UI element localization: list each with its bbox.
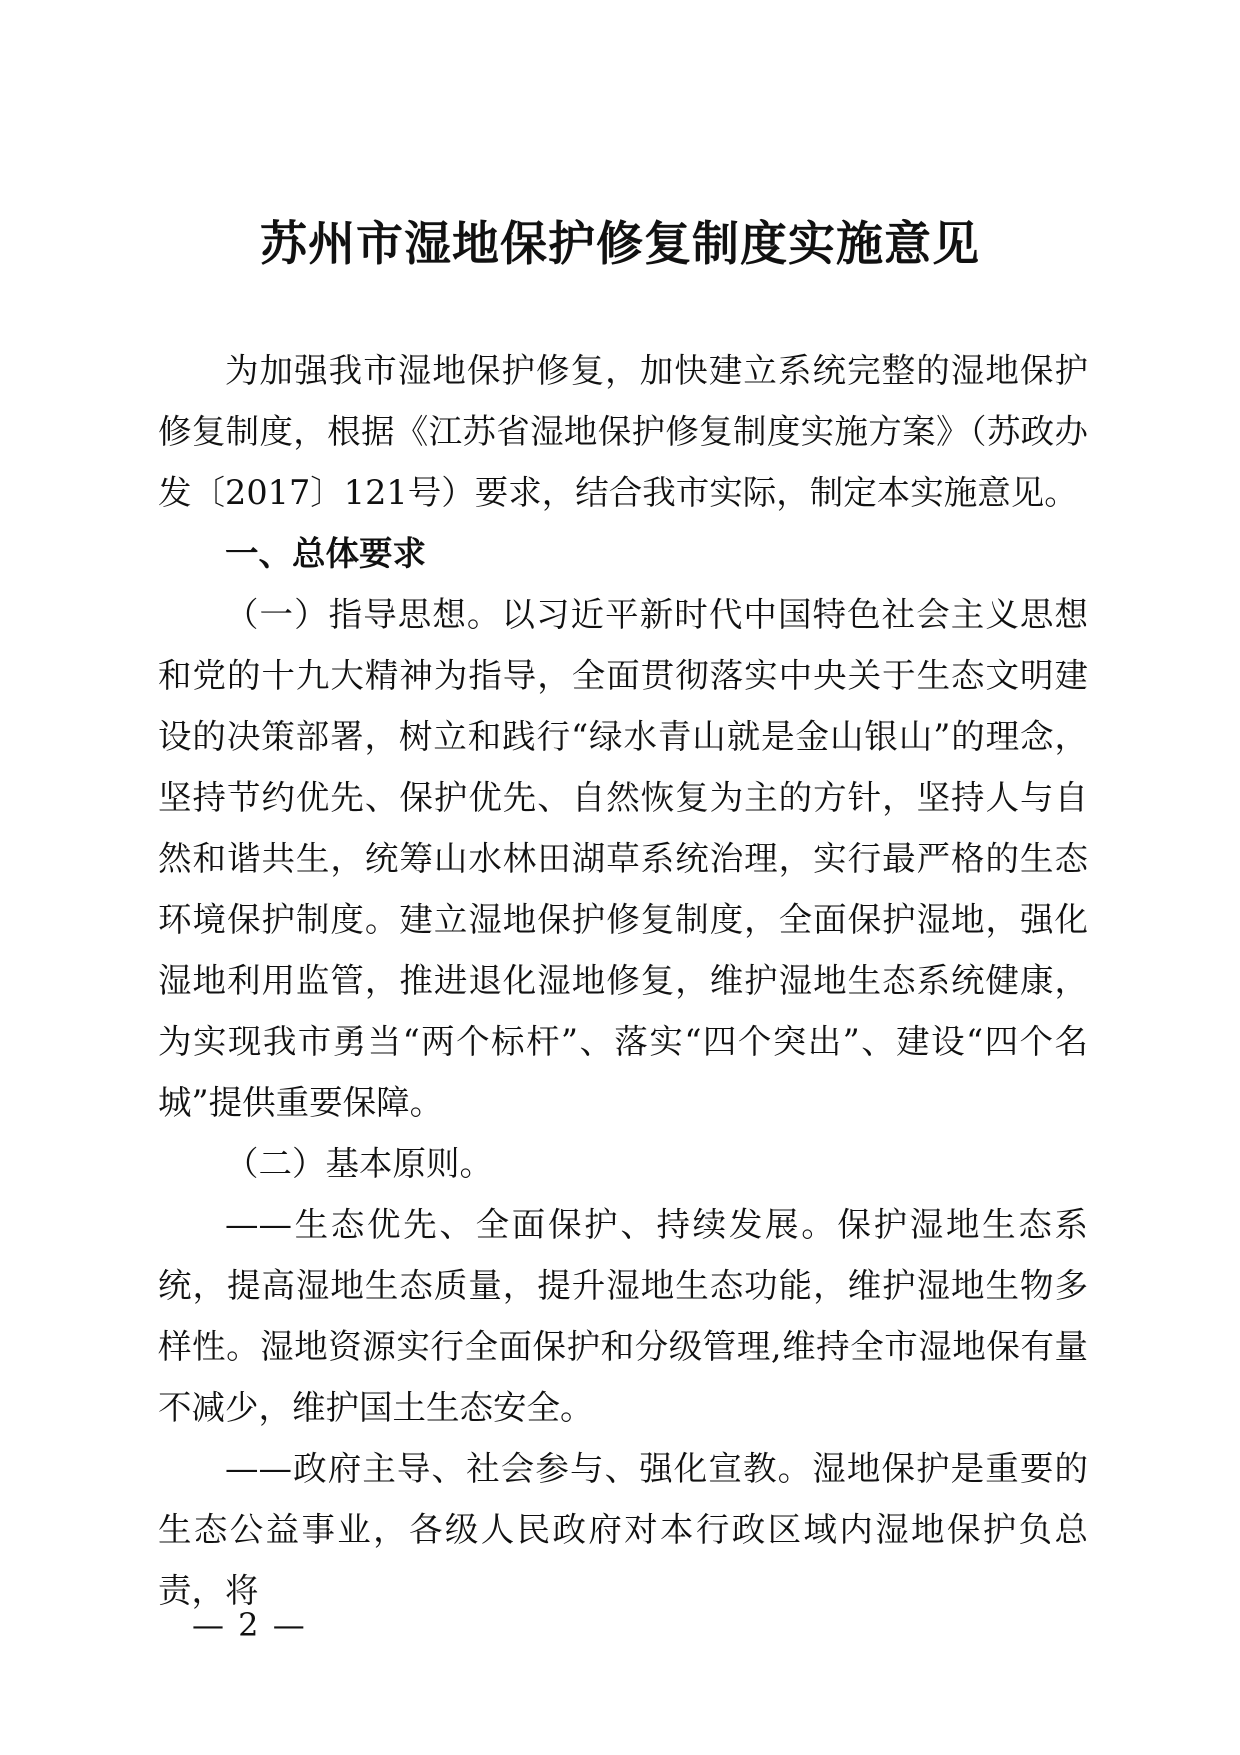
basic-principles-heading: （二）基本原则。	[225, 1144, 493, 1183]
section-heading: 一、总体要求	[225, 534, 426, 573]
principle-paragraph-1: ——生态优先、全面保护、持续发展。保护湿地生态系统，提高湿地生态质量，提升湿地生态功能，维护湿地生物多样性。湿地资源实行全面保护和分级管理,维持全市湿地保有量不减少，维护国土生态安全。	[158, 1205, 1088, 1427]
guiding-ideology-paragraph: （一）指导思想。以习近平新时代中国特色社会主义思想和党的十九大精神为指导，全面贯彻落实中央关于生态文明建设的决策部署，树立和践行“绿水青山就是金山银山”的理念，坚持节约优先、保护优先、自然恢复为主的方针，坚持人与自然和谐共生，统筹山水林田湖草系统治理，实行最严格的生态环境保护制度。建立湿地保护修复制度，全面保护湿地，强化湿地利用监管，推进退化湿地修复，维护湿地生态系统健康，为实现我市勇当“两个标杆”、落实“四个突出”、建设“四个名城”提供重要保障。	[158, 595, 1088, 1122]
page-number: — 2 —	[192, 1606, 307, 1644]
intro-paragraph: 为加强我市湿地保护修复，加快建立系统完整的湿地保护修复制度，根据《江苏省湿地保护修复制度实施方案》（苏政办发〔2017〕121号）要求，结合我市实际，制定本实施意见。	[158, 351, 1088, 512]
document-body	[158, 340, 1088, 1621]
principle-paragraph-2: ——政府主导、社会参与、强化宣教。湿地保护是重要的生态公益事业，各级人民政府对本行政区域内湿地保护负总责，将	[158, 1449, 1088, 1610]
document-title: 苏州市湿地保护修复制度实施意见	[260, 217, 980, 272]
